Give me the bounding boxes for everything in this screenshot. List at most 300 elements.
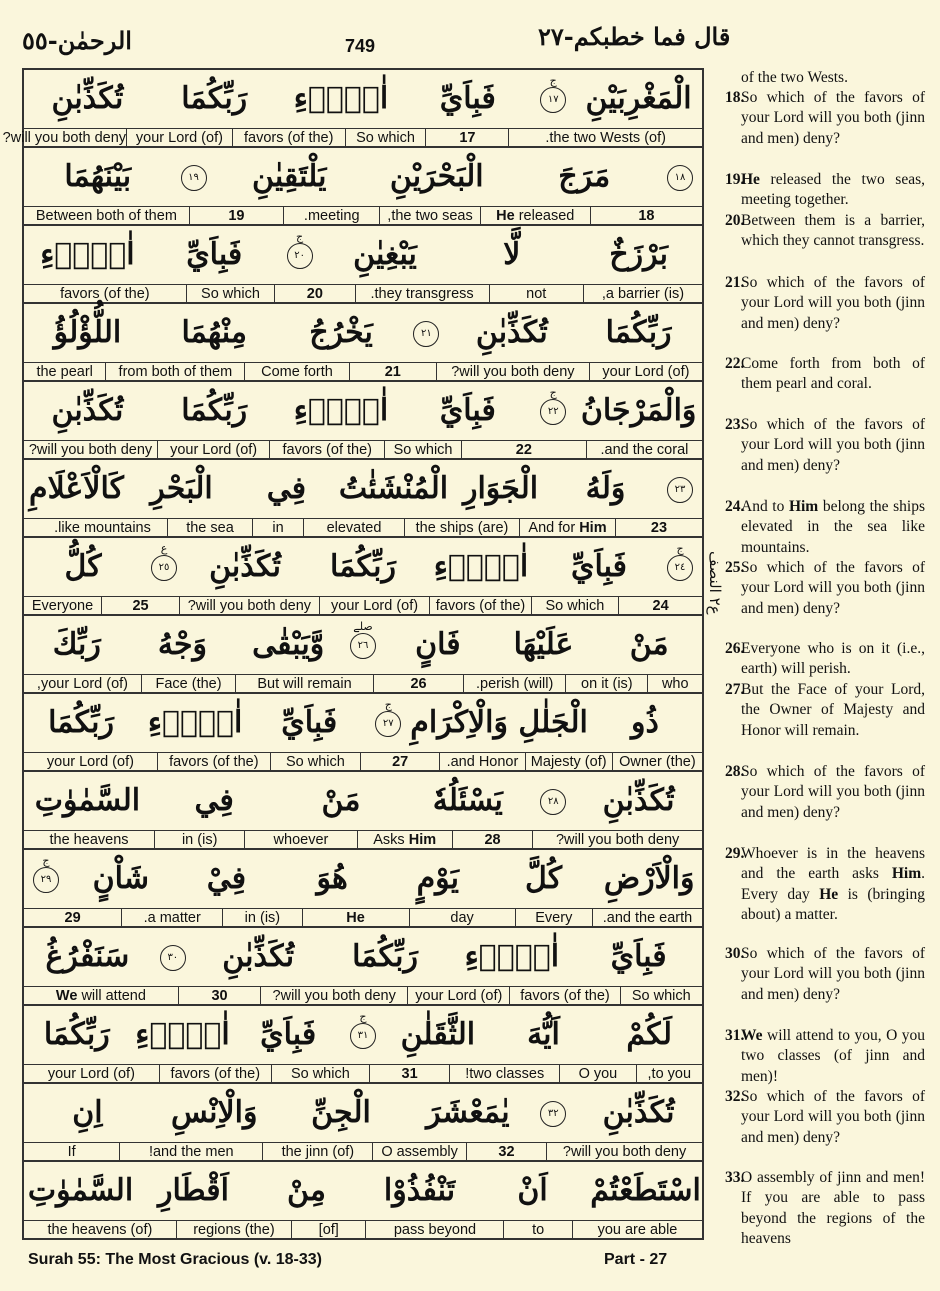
verse-number-medallion: [531, 382, 575, 440]
verse-row: [24, 772, 702, 850]
ayah-number: ٢٥: [158, 562, 170, 573]
gloss-cell: (the) Face: [141, 675, 235, 693]
gloss-cell: the pearl: [36, 364, 93, 380]
english-gloss-line: [24, 986, 702, 1005]
verse-number-medallion: [341, 616, 385, 674]
arabic-line: [24, 850, 702, 908]
gloss-cell: will you both deny?: [532, 831, 702, 849]
arabic-word: فَبِاَيِّ: [260, 1017, 317, 1052]
translation-segment: And to: [741, 498, 789, 515]
verse-number-cell: 30: [178, 987, 260, 1005]
translation-segment: Come forth from both of them pearl and coral.: [741, 355, 925, 393]
gloss-cell: the heavens: [49, 832, 129, 848]
gloss-cell: (of) the jinn: [262, 1143, 372, 1161]
gloss-cell: you are able: [572, 1221, 702, 1239]
translation-verse-number: 20.: [725, 212, 745, 229]
verse-number-medallion: [278, 226, 322, 284]
verse-number-cell: 28: [452, 831, 532, 849]
gloss-cell: and the coral.: [586, 441, 702, 459]
translation-verse-number: 19.: [725, 171, 745, 188]
english-gloss-line: [2, 128, 702, 147]
english-gloss-line: [24, 284, 702, 303]
gloss-cell: they transgress.: [355, 285, 489, 303]
ayah-number: ٣١: [357, 1030, 369, 1041]
arabic-word: مِنْهُمَا: [181, 315, 247, 350]
verse-number-cell: 32: [466, 1143, 546, 1161]
arabic-word: رَبِّكُمَا: [352, 939, 418, 974]
arabic-word: اٰلَاۤءِ: [135, 1017, 230, 1052]
gloss-cell: (of the) favors: [429, 597, 530, 615]
gloss-cell: the sea: [167, 519, 252, 537]
arabic-word: شَاْنٍ: [92, 861, 149, 896]
gloss-cell: (of) your Lord: [319, 597, 430, 615]
translation-verse-number: 26.: [725, 640, 745, 657]
translation-segment: So which of the favors of your Lord will you both (jinn and men) deny?: [741, 559, 925, 617]
gloss-cell: So which: [270, 753, 360, 771]
arabic-word: وَلَهُ: [585, 471, 626, 506]
ayah-number: ٢٣: [674, 484, 686, 495]
arabic-word: فِيْ: [206, 861, 247, 896]
arabic-word: يٰمَعْشَرَ: [426, 1095, 510, 1130]
arabic-word: فِي: [194, 783, 234, 818]
arabic-word: بَيْنَهُمَا: [64, 159, 132, 194]
waqf-sign: ج: [296, 230, 304, 243]
translation-segment: We: [741, 1027, 763, 1044]
translation-segment: will attend to you, O you two classes (of jinn and men)!: [741, 1027, 925, 1085]
arabic-word: رَبِّكُمَا: [43, 1017, 110, 1052]
gloss-cell: will you both deny?: [436, 363, 589, 381]
arabic-word: تُكَذِّبٰنِ: [602, 1095, 675, 1130]
arabic-word: مَرَجَ: [558, 159, 611, 194]
gloss-cell: the two seas,: [379, 207, 479, 225]
arabic-word: رَبِّكُمَا: [181, 393, 248, 428]
gloss-text: We: [55, 988, 78, 1004]
ayah-number: ٢٩: [40, 874, 52, 885]
translation-paragraph: [707, 1168, 925, 1250]
verse-number-medallion: [531, 1084, 575, 1142]
verse-number-cell: 26: [373, 675, 463, 693]
gloss-cell: from both of them: [105, 363, 244, 381]
verse-row: [24, 850, 702, 928]
gloss-cell: day: [409, 909, 515, 927]
verse-row: [24, 1084, 702, 1162]
gloss-cell: to you,: [636, 1065, 702, 1083]
ayah-number: ٢٦: [357, 640, 369, 651]
verse-number-medallion: [172, 148, 216, 206]
verse-row: [24, 226, 702, 304]
translation-verse-number: 33.: [725, 1169, 745, 1186]
verse-number-medallion: [24, 850, 68, 908]
gloss-cell: to: [503, 1221, 572, 1239]
translation-paragraph: [707, 762, 925, 823]
arabic-word: يَسْئَلُهٗ: [432, 783, 503, 818]
arabic-word: اَنْ: [517, 1173, 548, 1208]
translation-column: [707, 68, 925, 1248]
translation-segment: belong the ships elevated in the sea like mountains.: [741, 498, 925, 556]
ayah-end-icon: [350, 620, 376, 659]
gloss-cell: So which: [186, 285, 274, 303]
gloss-cell: (of) your Lord: [47, 1066, 135, 1082]
gloss-cell: (of the) favors: [509, 987, 619, 1005]
arabic-word: يَبْغِيٰنِ: [353, 237, 417, 272]
translation-paragraph: [707, 88, 925, 149]
gloss-cell: (is) in: [222, 909, 301, 927]
arabic-word: اللُّؤْلُؤُ: [53, 315, 122, 350]
ayah-number: ١٩: [188, 172, 199, 183]
gloss-cell: [357, 831, 452, 849]
english-gloss-line: [24, 830, 702, 849]
ayah-number: ٢١: [421, 328, 432, 339]
verse-number-medallion: [531, 70, 575, 128]
waqf-sign: ج: [359, 1010, 367, 1023]
arabic-line: [24, 1162, 702, 1220]
ayah-end-icon: [540, 1101, 566, 1127]
arabic-word: وَالْاَرْضِ: [603, 861, 695, 896]
translation-verse-number: 29.: [725, 845, 745, 862]
gloss-cell: So which: [620, 987, 702, 1005]
english-gloss-line: [24, 1064, 702, 1083]
gloss-cell: will you both deny?: [546, 1143, 702, 1161]
ayah-end-icon: [667, 542, 693, 581]
gloss-cell: not: [489, 285, 583, 303]
arabic-word: مِنْ: [287, 1173, 326, 1208]
verse-row: [24, 538, 702, 616]
arabic-word: اٰلَاۤءِ: [293, 81, 389, 116]
arabic-word: اٰلَاۤءِ: [40, 237, 135, 272]
verse-number-cell: 29: [64, 910, 81, 926]
verse-number-cell: 31: [369, 1065, 449, 1083]
page-header: [0, 0, 940, 66]
verse-row: [24, 694, 702, 772]
gloss-cell: [of]: [291, 1221, 365, 1239]
translation-segment: He: [741, 171, 760, 188]
ayah-end-icon: [413, 321, 439, 347]
arabic-word: السَّمٰوٰتِ: [34, 783, 141, 818]
ayah-number: ٢٨: [547, 796, 559, 807]
arabic-word: فِي: [266, 471, 307, 506]
arabic-word: يَوْمٍ: [416, 861, 460, 896]
arabic-word: رَبِّكَ: [52, 627, 101, 662]
gloss-cell: (of) your Lord: [589, 363, 702, 381]
arabic-line: [24, 148, 702, 206]
arabic-line: [24, 538, 702, 596]
translation-paragraph: [707, 1087, 925, 1148]
translation-verse-number: 28.: [725, 763, 745, 780]
ayah-end-icon: [350, 1010, 376, 1049]
arabic-word: فَبِاَيِّ: [281, 705, 338, 740]
gloss-cell: (of the) favors: [157, 753, 270, 771]
verse-number-medallion: [341, 1006, 385, 1064]
english-gloss-line: [24, 440, 702, 459]
ayah-end-icon: [33, 854, 59, 893]
gloss-cell: Between both of them: [35, 208, 177, 224]
verse-number-cell: 22: [461, 441, 586, 459]
ayah-number: ٢٤: [674, 562, 686, 573]
arabic-word: الْمُنْشَئٰتُ: [338, 471, 449, 506]
gloss-cell: So which: [345, 129, 426, 147]
verse-number-cell: 18: [590, 207, 702, 225]
arabic-line: [24, 460, 702, 518]
gloss-cell: (of) your Lord: [157, 441, 269, 459]
translation-text: [707, 68, 925, 88]
gloss-text: Asks: [373, 832, 409, 848]
arabic-word: الثَّقَلٰنِ: [400, 1017, 476, 1052]
translation-paragraph: [707, 944, 925, 1005]
english-gloss-line: [24, 1220, 702, 1239]
translation-segment: Him: [891, 865, 922, 883]
gloss-cell: Everyone: [31, 598, 94, 614]
arabic-word: هُوَ: [316, 861, 348, 896]
verse-row: [24, 1006, 702, 1084]
arabic-word: تُكَذِّبٰنِ: [222, 939, 295, 974]
arabic-word: كُلَّ: [524, 861, 562, 896]
translation-segment: . Every day: [741, 865, 925, 903]
gloss-cell: O assembly: [372, 1143, 465, 1161]
gloss-cell: (of the) favors: [60, 286, 150, 302]
english-gloss-line: [24, 518, 702, 537]
ayah-number: ٣٢: [547, 1108, 559, 1119]
gloss-cell: pass beyond: [365, 1221, 503, 1239]
gloss-cell: So which: [271, 1065, 369, 1083]
ayah-end-icon: [540, 789, 566, 815]
translation-paragraph: [707, 844, 925, 926]
ayah-number: ٣٠: [167, 952, 179, 963]
english-gloss-line: [24, 206, 702, 225]
arabic-word: اِنِ: [72, 1095, 103, 1130]
arabic-word: وَالْمَرْجَانُ: [580, 393, 697, 428]
waqf-sign: ج: [676, 542, 684, 555]
gloss-cell: (the) Owner: [612, 753, 702, 771]
arabic-word: تُكَذِّبٰنِ: [602, 783, 675, 818]
verse-number-medallion: [658, 460, 702, 518]
translation-paragraph: [707, 273, 925, 334]
ayah-end-icon: [151, 542, 177, 581]
translation-segment: So which of the favors of your Lord will you both (jinn and men) deny?: [741, 763, 925, 821]
arabic-word: اٰلَاۤءِ: [464, 939, 560, 974]
arabic-word: تُكَذِّبٰنِ: [209, 549, 281, 584]
gloss-text: will attend: [77, 988, 146, 1004]
gloss-cell: (is) on it: [565, 675, 647, 693]
arabic-line: [24, 382, 702, 440]
arabic-word: وَجْهُ: [157, 627, 208, 662]
arabic-word: الْبَحْرَيْنِ: [389, 159, 484, 194]
english-gloss-line: [24, 752, 702, 771]
gloss-cell: meeting.: [283, 207, 379, 225]
arabic-word: فَانٍ: [415, 627, 461, 662]
translation-segment: So which of the favors of your Lord will you both (jinn and men) deny?: [741, 89, 925, 147]
gloss-cell: So which: [531, 597, 619, 615]
gloss-cell: Every: [515, 909, 592, 927]
gloss-cell: Come forth: [244, 363, 348, 381]
translation-verse-number: 21.: [725, 274, 745, 291]
ruku-text: ع٢ النصف: [706, 551, 724, 615]
arabic-word: فَبِاَيِّ: [610, 939, 667, 974]
verse-number-medallion: [658, 538, 702, 596]
gloss-cell: and Honor.: [439, 753, 524, 771]
gloss-cell: will you both deny?: [260, 987, 407, 1005]
surah-header: الرحمٰن-٥٥: [22, 26, 132, 55]
gloss-cell: (of the) favors: [159, 1065, 271, 1083]
verse-number-cell: 20: [274, 285, 354, 303]
translation-verse-number: 23.: [725, 416, 745, 433]
translation-verse-number: 32.: [725, 1088, 745, 1105]
footer-surah-title: Surah 55: The Most Gracious (v. 18-33): [28, 1251, 323, 1268]
translation-verse-number: 24.: [725, 498, 745, 515]
arabic-word: تُكَذِّبٰنِ: [51, 81, 124, 116]
arabic-word: مَنْ: [629, 627, 669, 662]
gloss-cell: [24, 987, 178, 1005]
gloss-cell: (of the) favors: [232, 129, 345, 147]
verse-number-cell: 25: [101, 597, 179, 615]
arabic-word: فَبِاَيِّ: [439, 393, 496, 428]
verse-number-cell: 24: [618, 597, 702, 615]
verse-number-medallion: [658, 148, 702, 206]
translation-segment: Him: [788, 498, 819, 515]
arabic-word: تُكَذِّبٰنِ: [51, 393, 124, 428]
translation-segment: But the Face of your Lord, the Owner of Majesty and Honor will remain.: [741, 681, 925, 739]
gloss-text: Him: [408, 832, 437, 848]
arabic-line: [24, 772, 702, 830]
arabic-word: لَّا: [503, 237, 521, 272]
arabic-word: رَبِّكُمَا: [48, 705, 114, 740]
gloss-text: released: [514, 208, 575, 224]
translation-paragraph: [707, 558, 925, 619]
arabic-word: اٰلَاۤءِ: [433, 549, 529, 584]
translation-verse-number: 22.: [725, 355, 745, 372]
arabic-word: اسْتَطَعْتُمْ: [590, 1173, 701, 1208]
gloss-cell: [519, 519, 615, 537]
verse-row: [24, 1162, 702, 1240]
ayah-number: ١٧: [547, 94, 559, 105]
translation-segment: O assembly of jinn and men! If you are able to pass beyond the regions of the heavens: [741, 1169, 925, 1248]
translation-verse-number: 27.: [725, 681, 745, 698]
arabic-word: تُكَذِّبٰنِ: [475, 315, 548, 350]
gloss-cell: If: [67, 1144, 76, 1160]
arabic-word: الْجِنِّ: [311, 1095, 371, 1130]
translation-segment: So which of the favors of your Lord will you both (jinn and men) deny?: [741, 416, 925, 474]
verse-row: [24, 928, 702, 1006]
arabic-word: ذُو: [631, 705, 659, 740]
english-gloss-line: [24, 362, 702, 381]
gloss-cell: (are) the ships: [404, 519, 519, 537]
translation-segment: He: [819, 885, 839, 903]
translation-segment: Everyone who is on it (i.e., earth) will perish.: [741, 640, 925, 678]
arabic-word: اٰلَاۤءِ: [293, 393, 389, 428]
ayah-end-icon: [667, 165, 693, 191]
verse-number-cell: 17: [425, 129, 508, 147]
verse-number-cell: 19: [189, 207, 283, 225]
translation-verse-number: 30.: [725, 945, 745, 962]
english-gloss-line: [24, 596, 702, 615]
arabic-word: الْجَلٰلِ وَالْاِكْرَامِ: [410, 705, 588, 740]
english-gloss-line: [24, 1142, 702, 1161]
gloss-cell: and the earth.: [592, 909, 702, 927]
verse-row: [24, 148, 702, 226]
arabic-line: [24, 616, 702, 674]
gloss-cell: (is) a barrier,: [583, 285, 702, 303]
verse-row: [2, 70, 702, 148]
ayah-end-icon: [287, 230, 313, 269]
arabic-line: [24, 1006, 702, 1064]
gloss-cell: and the men!: [119, 1143, 262, 1161]
translation-paragraph: [707, 1026, 925, 1087]
translation-paragraph: [707, 639, 925, 680]
gloss-cell: (of) your Lord,: [36, 676, 129, 692]
translation-segment: is (bringing about) a matter.: [741, 885, 926, 924]
arabic-word: السَّمٰوٰتِ: [27, 1173, 134, 1208]
gloss-cell: like mountains.: [54, 520, 151, 536]
gloss-cell: elevated: [303, 519, 404, 537]
arabic-word: وَالْاِنْسِ: [170, 1095, 258, 1130]
arabic-line: [24, 304, 702, 362]
ayah-number: ٢٢: [547, 406, 559, 417]
ayah-end-icon: [667, 477, 693, 503]
ayah-end-icon: [375, 698, 401, 737]
translation-segment: of the two Wests.: [741, 69, 848, 86]
gloss-cell: [480, 207, 590, 225]
word-by-word-grid: [2, 68, 704, 1240]
arabic-word: لَكُمْ: [626, 1017, 672, 1052]
arabic-line: [24, 226, 702, 284]
arabic-word: تَنْفُذُوْا: [383, 1173, 456, 1208]
gloss-cell: who: [647, 675, 702, 693]
verse-number-cell: 27: [360, 753, 439, 771]
arabic-word: الْبَحْرِ: [150, 471, 213, 506]
gloss-cell: (of the) favors: [269, 441, 384, 459]
arabic-word: فَبِاَيِّ: [570, 549, 627, 584]
verse-number-cell: He: [302, 909, 409, 927]
gloss-cell: (of) Majesty: [525, 753, 612, 771]
gloss-text: Him: [579, 520, 607, 536]
verse-row: [24, 460, 702, 538]
ayah-end-icon: [160, 945, 186, 971]
ayah-end-icon: [540, 386, 566, 425]
gloss-cell: will you both deny?: [2, 130, 127, 146]
waqf-sign: ج: [42, 854, 50, 867]
english-gloss-line: [24, 674, 702, 693]
translation-verse-number: 25.: [725, 559, 745, 576]
verse-number-medallion: [151, 928, 195, 986]
juz-header: قال فما خطبكم-٢٧: [538, 22, 731, 51]
verse-number-medallion: [531, 772, 575, 830]
arabic-word: كُلُّ: [64, 549, 102, 584]
verse-number-cell: 23: [615, 519, 702, 537]
waqf-sign: ج: [384, 698, 392, 711]
verse-number-medallion: [142, 538, 186, 596]
translation-segment: Whoever is in the heavens and the earth asks: [741, 845, 925, 883]
gloss-cell: (of) the heavens: [47, 1222, 153, 1238]
gloss-cell: But will remain: [235, 675, 373, 693]
verse-number-cell: 21: [349, 363, 436, 381]
ayah-number: ٢٧: [382, 718, 394, 729]
gloss-cell: (is) in: [154, 831, 244, 849]
translation-segment: So which of the favors of your Lord will you both (jinn and men) deny?: [741, 274, 925, 332]
arabic-word: اَيُّهَ: [527, 1017, 560, 1052]
translation-segment: So which of the favors of your Lord will you both (jinn and men) deny?: [741, 945, 925, 1003]
arabic-word: رَبِّكُمَا: [330, 549, 396, 584]
arabic-word: رَبِّكُمَا: [605, 315, 672, 350]
translation-paragraph: [707, 497, 925, 558]
arabic-word: كَالْاَعْلَامِ: [29, 471, 124, 506]
translation-paragraph: [707, 415, 925, 476]
arabic-word: الْمَغْرِبَيْنِ: [585, 81, 692, 116]
translation-verse-number: 18.: [725, 89, 745, 106]
gloss-cell: whoever: [244, 831, 356, 849]
gloss-cell: a matter.: [121, 909, 222, 927]
waqf-sign: ج: [549, 74, 557, 87]
gloss-cell: O you: [559, 1065, 635, 1083]
gloss-text: And for: [528, 520, 580, 536]
